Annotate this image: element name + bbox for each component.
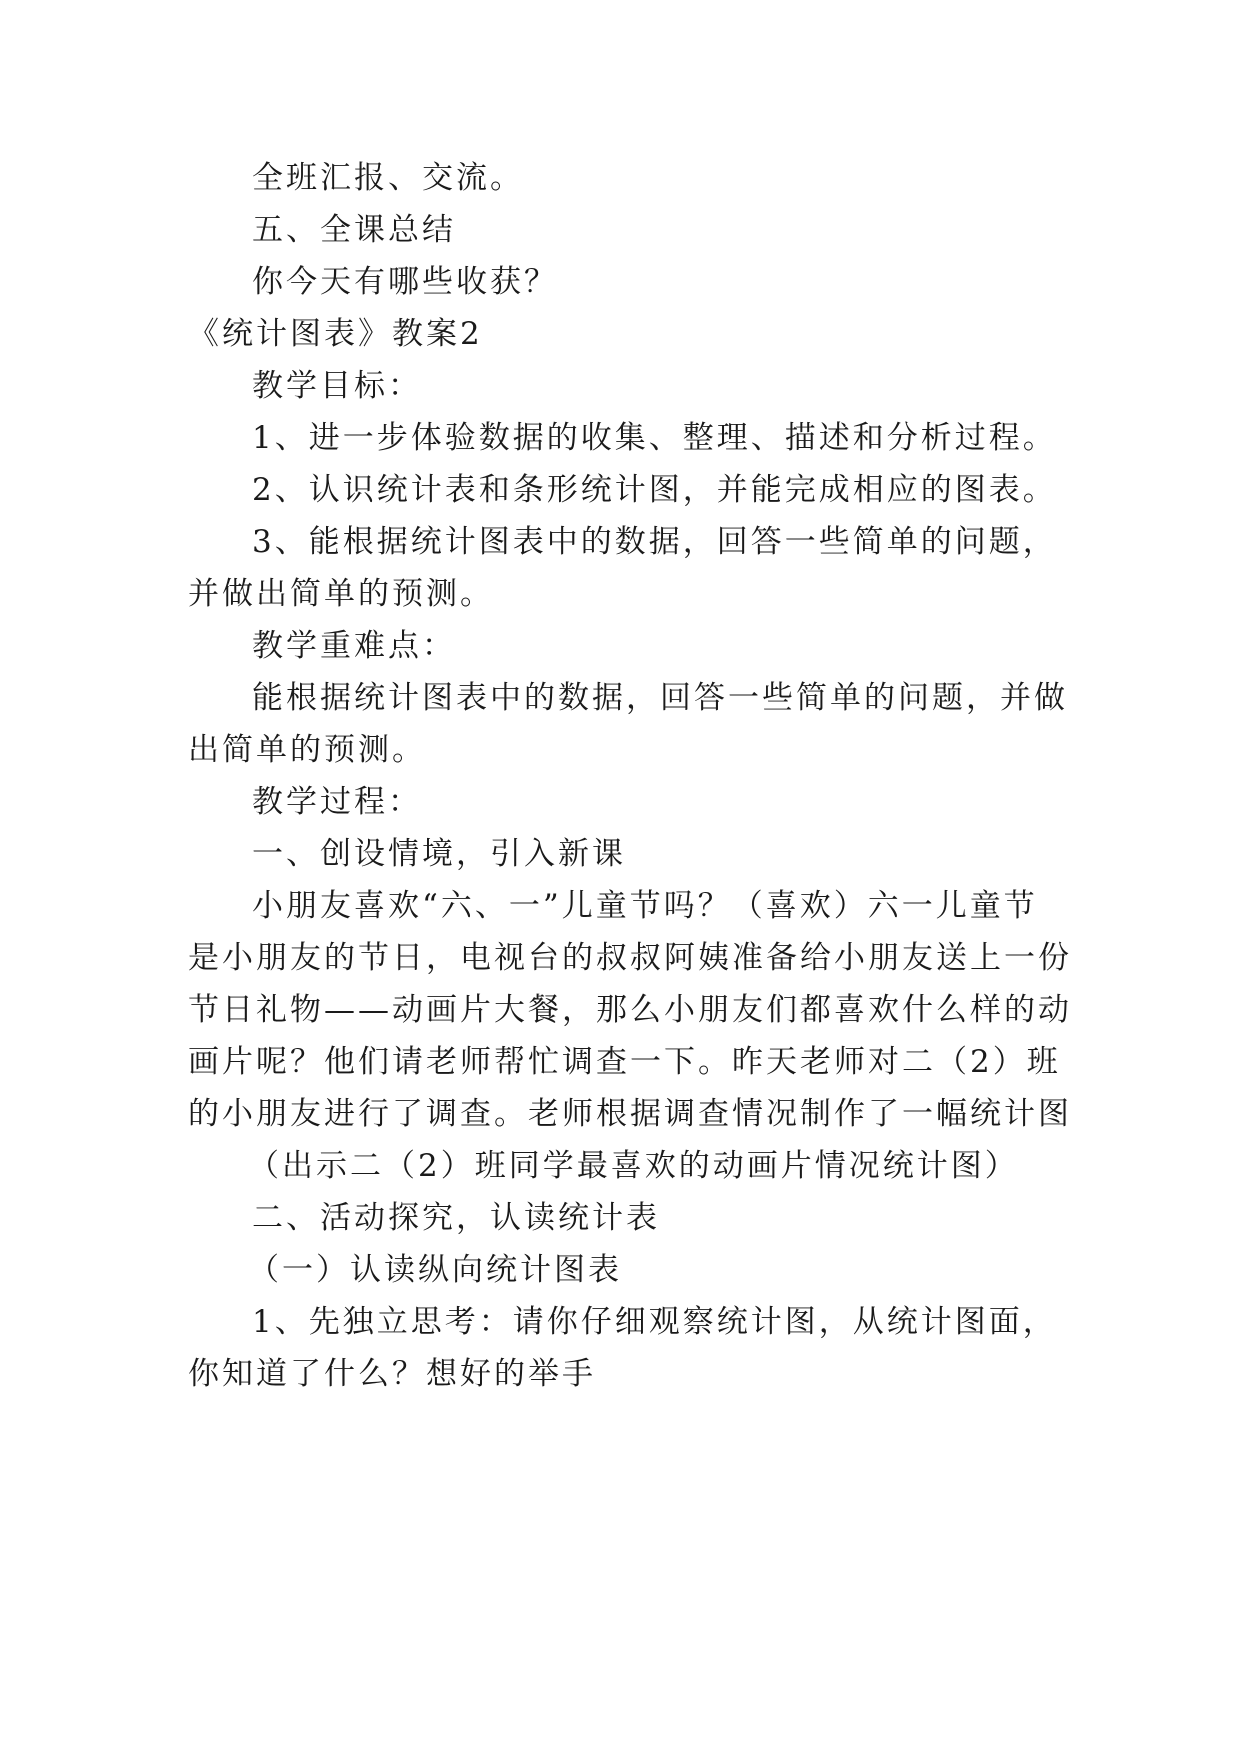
paragraph-line: 全班汇报、交流。 — [252, 160, 524, 196]
section-heading: 教学过程： — [252, 784, 422, 820]
section-heading: 一、创设情境，引入新课 — [252, 836, 626, 872]
section-heading: 五、全课总结 — [252, 212, 456, 248]
list-item: 1、进一步体验数据的收集、整理、描述和分析过程。 — [252, 420, 1057, 456]
paragraph-line: 画片呢？他们请老师帮忙调查一下。昨天老师对二（2）班 — [188, 1044, 1061, 1080]
paragraph-line: 能根据统计图表中的数据，回答一些简单的问题，并做 — [252, 680, 1068, 716]
document-title: 《统计图表》教案2 — [188, 316, 483, 352]
section-heading: 二、活动探究，认读统计表 — [252, 1200, 660, 1236]
paragraph-line: 你今天有哪些收获？ — [252, 264, 558, 300]
section-heading: 教学重难点： — [252, 628, 456, 664]
section-heading: 教学目标： — [252, 368, 422, 404]
paragraph-line: 出简单的预测。 — [188, 732, 426, 768]
list-item: 1、先独立思考：请你仔细观察统计图，从统计图面， — [252, 1304, 1057, 1340]
subsection-heading: （一）认读纵向统计图表 — [248, 1252, 622, 1288]
paragraph-line: 节日礼物——动画片大餐，那么小朋友们都喜欢什么样的动 — [188, 992, 1072, 1028]
paragraph-line: 是小朋友的节日，电视台的叔叔阿姨准备给小朋友送上一份 — [188, 940, 1072, 976]
list-item-continuation: 你知道了什么？想好的举手 — [188, 1356, 596, 1392]
list-item: 3、能根据统计图表中的数据，回答一些简单的问题， — [252, 524, 1057, 560]
list-item-continuation: 并做出简单的预测。 — [188, 576, 494, 612]
paragraph-line: （出示二（2）班同学最喜欢的动画片情况统计图） — [248, 1148, 1019, 1184]
list-item: 2、认识统计表和条形统计图，并能完成相应的图表。 — [252, 472, 1057, 508]
paragraph-line: 的小朋友进行了调查。老师根据调查情况制作了一幅统计图 — [188, 1096, 1072, 1132]
paragraph-line: 小朋友喜欢“六、一”儿童节吗？（喜欢）六一儿童节 — [252, 888, 1038, 924]
